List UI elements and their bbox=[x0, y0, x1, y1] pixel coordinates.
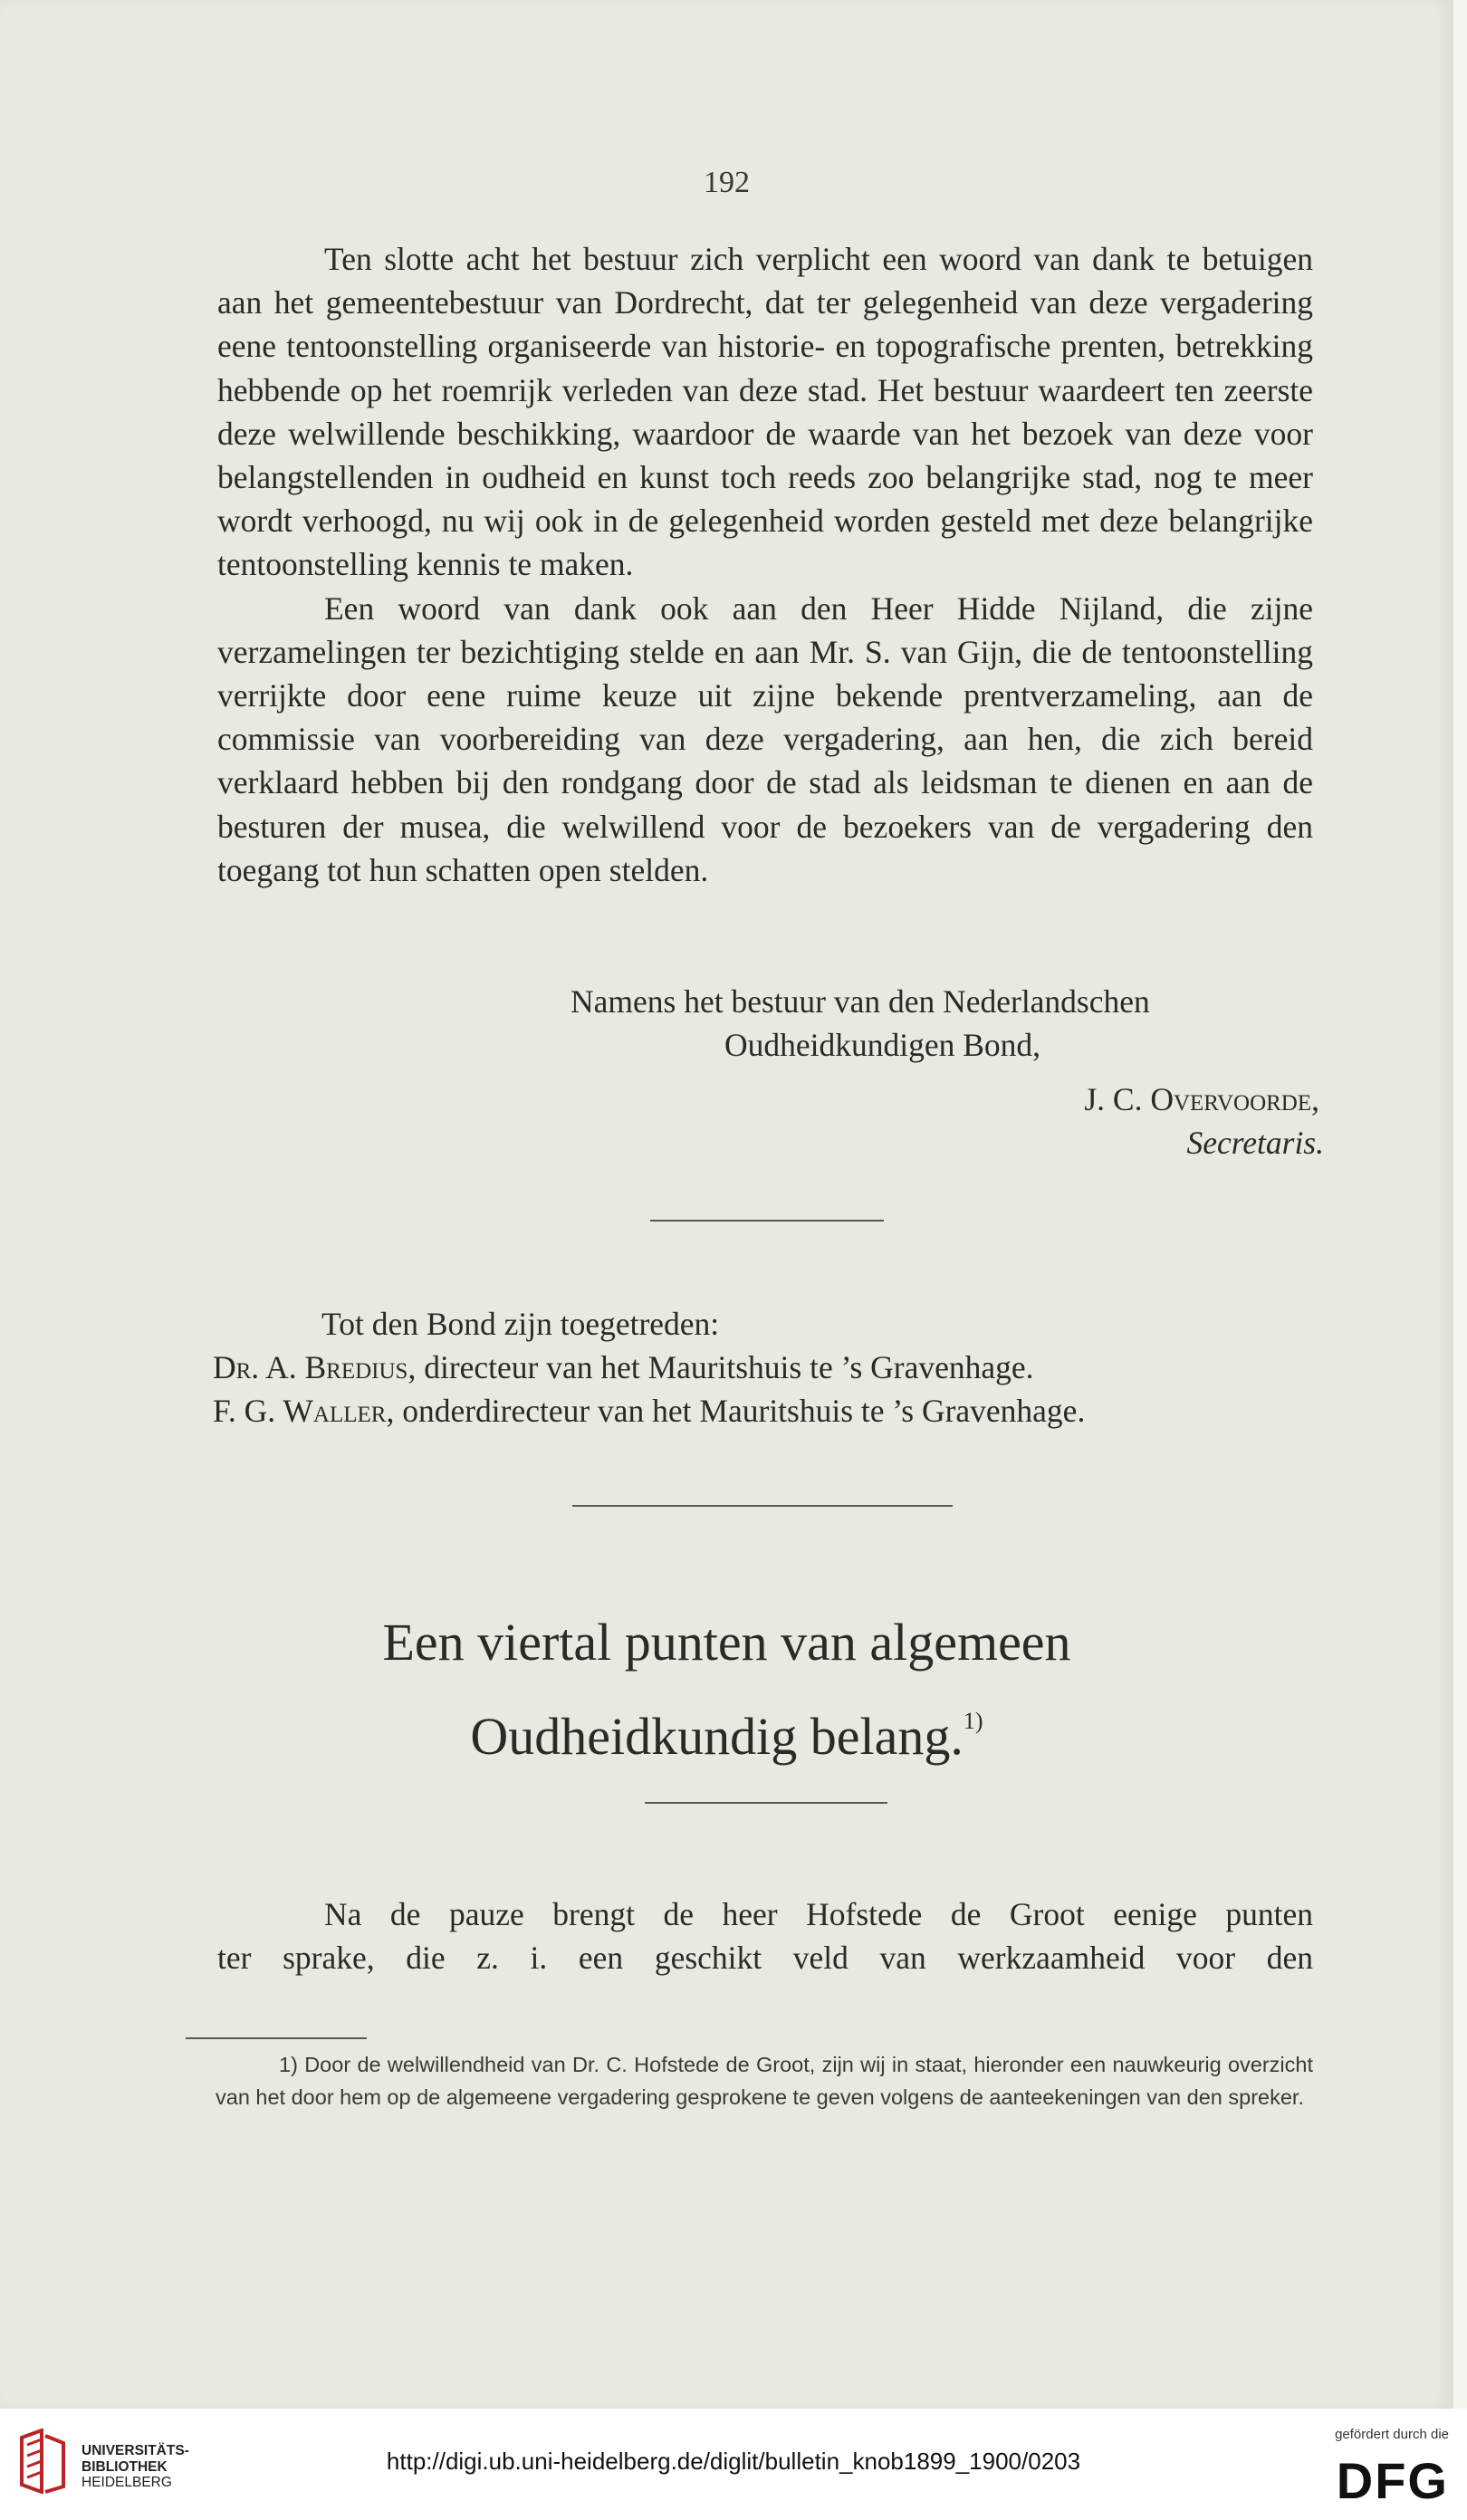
closing-line-1: Na de pauze brengt de heer Hofstede de Groot eenige punten bbox=[324, 1896, 1313, 1932]
page-number: 192 bbox=[704, 166, 750, 199]
member-entry bbox=[213, 1346, 1313, 1389]
closing-line-2: ter sprake, die z. i. een geschikt veld van werkzaamheid voor den bbox=[217, 1940, 1313, 1977]
heading-text: Oudheidkundig belang. bbox=[470, 1707, 964, 1766]
new-members bbox=[213, 1302, 1313, 1433]
signature-line-2: Oudheidkundigen Bond, bbox=[724, 1027, 1041, 1063]
library-name-line-2: BIBLIOTHEK bbox=[82, 2458, 168, 2475]
footnote bbox=[216, 2048, 1313, 2113]
member-entry bbox=[213, 1389, 1313, 1432]
member-desc: onderdirecteur van het Mauritshuis te ’s Gravenhage. bbox=[402, 1393, 1086, 1430]
page-edge bbox=[1453, 0, 1467, 2409]
footnote-marker: 1) bbox=[963, 1708, 983, 1734]
signature-role: Secretaris. bbox=[1186, 1125, 1324, 1161]
signature-name: J. C. Overvoorde, bbox=[1084, 1081, 1319, 1117]
permalink-url[interactable]: http://digi.ub.uni-heidelberg.de/diglit/bulletin_knob1899_1900/0203 bbox=[386, 2448, 1081, 2475]
section-divider-3 bbox=[645, 1802, 887, 1804]
member-name: Dr. A. Bredius, bbox=[213, 1349, 417, 1386]
library-name-line-1: UNIVERSITÄTS- bbox=[82, 2443, 189, 2458]
body-text bbox=[217, 237, 1313, 892]
member-name: F. G. Waller, bbox=[213, 1393, 395, 1430]
paragraph-1: Ten slotte acht het bestuur zich verplicht een woord van dank te betuigen aan het gemeentebestuur van Dordrecht, dat ter gelegenheid van deze vergadering eene tentoonstelling organiseerde van historie- en topografische prenten, betrekking hebbende op het roemrijk verleden van deze stad. Het bestuur waardeert ten zeerste deze welwillende beschikking, waardoor de waarde van het bezoek van deze voor belangstellenden in oudheid en kunst toch reeds zoo belangrijke stad, nog te meer wordt verhoogd, nu wij ook in de gelegenheid worden gesteld met deze belangrijke tentoonstelling kennis te maken. bbox=[217, 241, 1313, 583]
signature-line-1: Namens het bestuur van den Nederlandschen bbox=[570, 983, 1150, 1020]
section-divider-2 bbox=[572, 1505, 953, 1507]
library-name-line-3: HEIDELBERG bbox=[82, 2475, 172, 2490]
section-divider-1 bbox=[650, 1220, 884, 1222]
footnote-rule bbox=[186, 2037, 367, 2039]
footnote-text: 1) Door de welwillendheid van Dr. C. Hofstede de Groot, zijn wij in staat, hieronder een nauwkeurig overzicht van het door hem op de algemeene vergadering gesprokene te geven volgens de aanteekeningen van den spreker. bbox=[216, 2053, 1313, 2109]
section-heading-line-2 bbox=[0, 1686, 1453, 1772]
closing-text bbox=[217, 1892, 1313, 1979]
members-intro: Tot den Bond zijn toegetreden: bbox=[321, 1306, 720, 1342]
section-heading-line-1: Een viertal punten van algemeen bbox=[382, 1613, 1071, 1672]
paragraph-2: Een woord van dank ook aan den Heer Hidde Nijland, die zijne verzamelingen ter bezichtiging stelde en aan Mr. S. van Gijn, die de tentoonstelling verrijkte door eene ruime keuze uit zijne bekende prentverzameling, aan de commissie van voorbereiding van deze vergadering, aan hen, die zich bereid verklaard hebben bij den rondgang door de stad als leidsman te dienen en aan de besturen der musea, die welwillend voor de bezoekers van de vergadering den toegang tot hun schatten open stelden. bbox=[217, 589, 1313, 888]
dfg-logo[interactable]: DFG bbox=[1336, 2452, 1449, 2509]
member-desc: directeur van het Mauritshuis te ’s Gravenhage. bbox=[424, 1349, 1034, 1386]
funded-by-label: gefördert durch die bbox=[1335, 2427, 1449, 2442]
